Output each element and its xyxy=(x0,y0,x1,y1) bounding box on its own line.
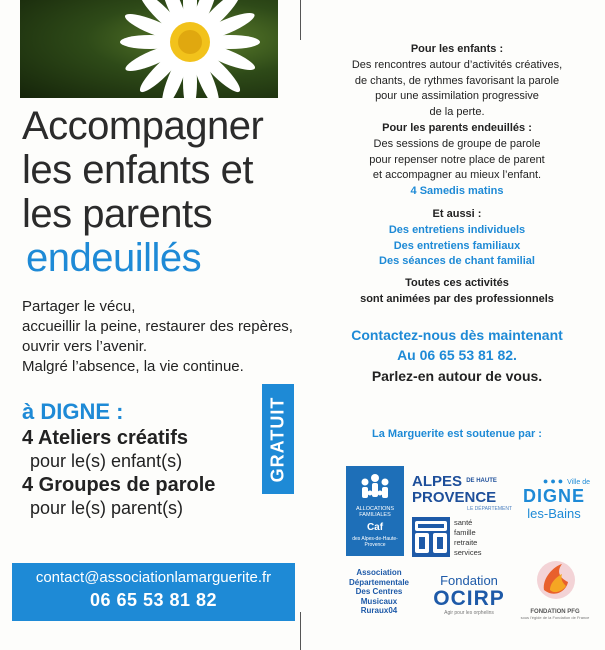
children-title: Pour les enfants : xyxy=(410,43,504,55)
caf-name: Caf xyxy=(366,522,384,533)
caf-caption: ALLOCATIONS FAMILIALES xyxy=(355,506,395,518)
contact-callout xyxy=(322,325,592,387)
parents-title: Pour les parents endeuillés : xyxy=(382,121,532,134)
daisy-photo xyxy=(20,0,278,98)
intro-line: Partager le vécu, xyxy=(22,298,136,315)
free-badge xyxy=(262,384,294,494)
headline-line-4: endeuillés xyxy=(26,236,202,280)
pfg-name: FONDATION PFG xyxy=(530,609,580,615)
contact-phone-right[interactable]: Au 06 65 53 81 82. xyxy=(397,347,517,363)
headline-line-1: Accompagner xyxy=(22,104,264,148)
msa-line: famille xyxy=(454,528,476,537)
assoc-line: Musicaux xyxy=(360,596,398,606)
ocirp-line2: OCIRP xyxy=(433,587,505,610)
parents-line: Des sessions de groupe de parole xyxy=(373,137,541,150)
offer-groupes: 4 Groupes de parole xyxy=(22,474,216,496)
caf-family-icon xyxy=(346,470,404,504)
ocirp-logo xyxy=(424,573,514,616)
pfg-sub: sous l'égide de la Fondation de France xyxy=(520,615,590,620)
activities-line: Toutes ces activités xyxy=(405,277,509,289)
children-line: Des rencontres autour d’activités créatives, xyxy=(351,58,563,71)
also-item: Des séances de chant familial xyxy=(379,255,535,268)
also-item: Des entretiens individuels xyxy=(388,223,526,236)
headline-line-2: les enfants et xyxy=(22,148,253,192)
contact-now: Contactez-nous dès maintenant xyxy=(351,327,563,343)
assoc-line: Départementale xyxy=(348,577,410,587)
free-badge-label: GRATUIT xyxy=(267,396,288,482)
offer-location: à DIGNE : xyxy=(22,399,124,424)
digne-prefix: Ville de xyxy=(567,479,590,486)
headline-line-3: les parents xyxy=(22,192,213,236)
msa-line: services xyxy=(454,548,482,557)
alpes-line3: LE DÉPARTEMENT xyxy=(467,506,512,512)
alpes-line2: PROVENCE xyxy=(412,489,497,506)
offer-groupes-target: pour le(s) parent(s) xyxy=(30,498,184,518)
intro-line: accueillir la peine, restaurer des repères, xyxy=(22,318,293,335)
offer-block xyxy=(22,398,262,520)
also-section xyxy=(322,207,592,270)
pfg-logo xyxy=(518,560,592,620)
assoc-line: Ruraux04 xyxy=(360,606,398,615)
assoc-line: Des Centres xyxy=(355,587,403,596)
alpes-line1-small: DE HAUTE xyxy=(466,478,497,484)
alpes-logo xyxy=(412,474,512,512)
msa-mark-icon xyxy=(412,517,450,557)
contact-email[interactable]: contact@associationlamarguerite.fr xyxy=(35,569,272,586)
caf-logo xyxy=(346,466,404,556)
children-line: pour une assimilation progressive xyxy=(375,90,539,103)
fold-line-bottom xyxy=(300,612,301,650)
assoc-logo xyxy=(336,568,422,616)
talk-about-it: Parlez-en autour de vous. xyxy=(371,368,543,384)
digne-logo: ●●● Ville de DIGNE les-Bains xyxy=(518,476,590,521)
msa-logo xyxy=(412,517,450,557)
intro-line: Malgré l’absence, la vie continue. xyxy=(22,358,244,375)
ocirp-line3: Agir pour les orphelins xyxy=(444,610,494,616)
msa-line: santé xyxy=(454,518,473,527)
headline xyxy=(22,104,292,280)
caf-sub: des Alpes-de-Haute-Provence xyxy=(352,536,398,548)
offer-ateliers: 4 Ateliers créatifs xyxy=(22,427,189,449)
parents-line: pour repenser notre place de parent xyxy=(369,153,545,166)
parents-line: et accompagner au mieux l’enfant. xyxy=(372,169,542,182)
intro-text xyxy=(22,297,297,377)
children-line: de chants, de rythmes favorisant la parole xyxy=(354,74,560,87)
fold-line-top xyxy=(300,0,301,40)
also-title: Et aussi : xyxy=(432,208,482,220)
children-section xyxy=(322,42,592,200)
assoc-line: Association xyxy=(356,568,402,577)
ocirp-line1: Fondation xyxy=(440,573,498,588)
contact-phone[interactable]: 06 65 53 81 82 xyxy=(89,590,218,610)
offer-ateliers-target: pour le(s) enfant(s) xyxy=(30,451,183,471)
saturdays-label: 4 Samedis matins xyxy=(410,185,504,198)
activities-section xyxy=(322,276,592,308)
msa-line: retraite xyxy=(454,538,478,547)
supported-by: La Marguerite est soutenue par : xyxy=(372,428,542,440)
digne-name: DIGNE xyxy=(522,486,585,506)
also-item: Des entretiens familiaux xyxy=(393,239,521,252)
contact-box xyxy=(12,563,295,621)
alpes-line1: ALPES xyxy=(412,473,463,490)
children-line: de la perte. xyxy=(429,106,485,119)
intro-line: ouvrir vers l’avenir. xyxy=(22,338,148,355)
digne-suffix: les-Bains xyxy=(527,506,581,521)
msa-text xyxy=(454,518,514,558)
pfg-flame-icon xyxy=(532,560,578,602)
activities-line: sont animées par des professionnels xyxy=(360,292,554,305)
